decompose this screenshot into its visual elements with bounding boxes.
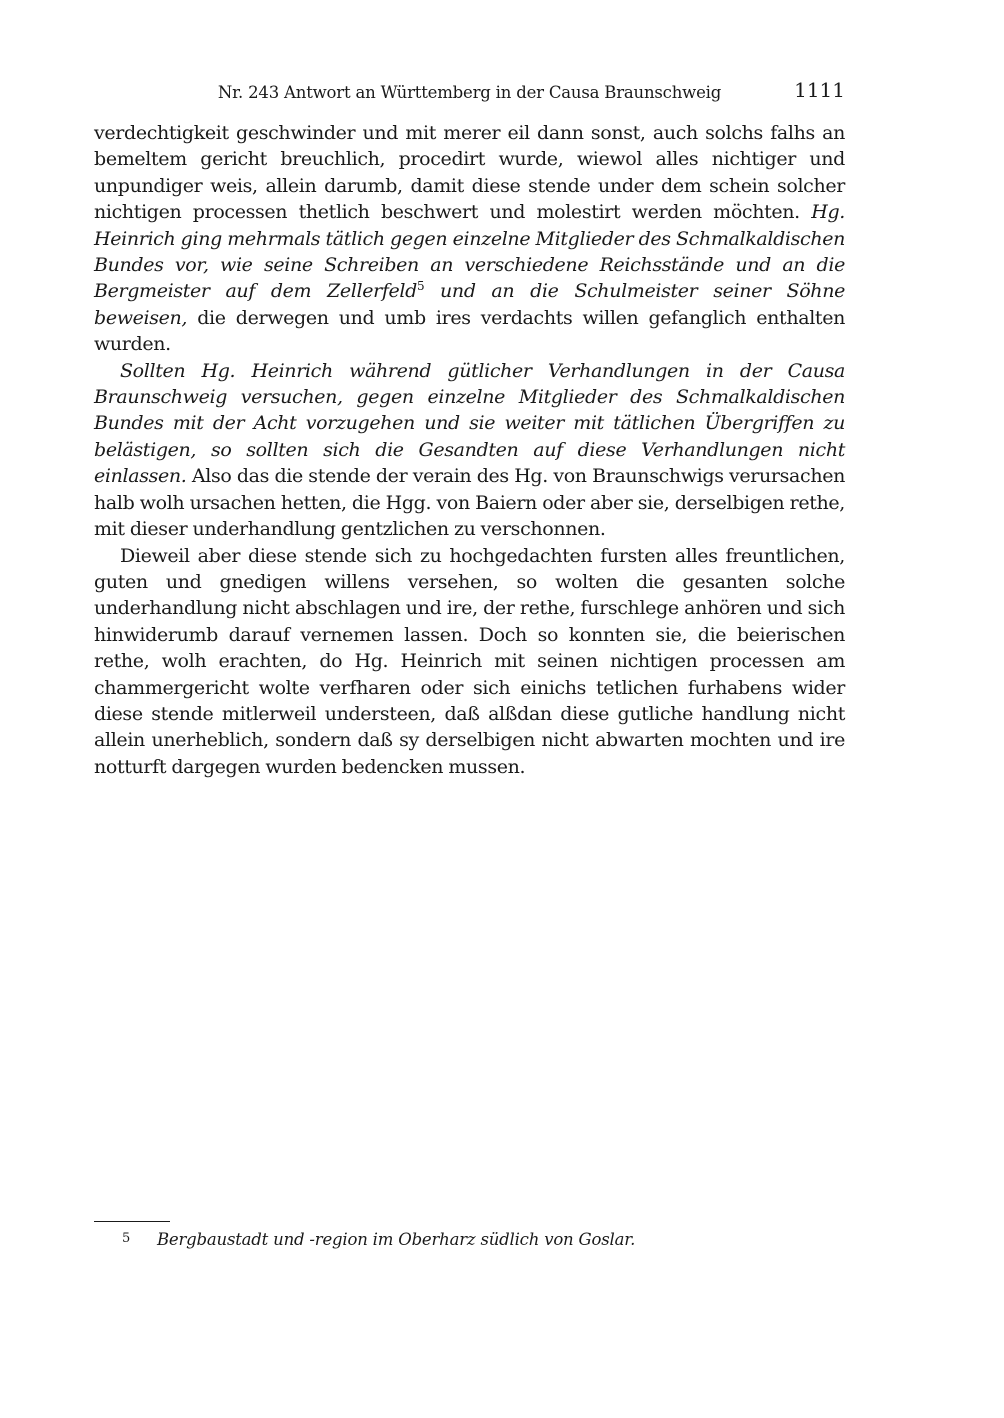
- footnote-number: 5: [122, 1231, 131, 1246]
- footnote-divider: [94, 1221, 170, 1222]
- main-text: [94, 120, 845, 780]
- paragraph-2: [94, 358, 845, 543]
- paragraph-1-editorial-summary-cont: und an die Schulmeister seiner Söhne beweisen,: [94, 280, 845, 329]
- paragraph-1-text-b: die derwegen und umb ires verdachts willen gefanglich enthalten wurden.: [94, 306, 845, 356]
- paragraph-3: Dieweil aber diese stende sich zu hochgedachten fursten alles freuntlichen, guten und gnedigen willens versehen, so wolten die gesanten solche underhandlung nicht abschlagen und ire, der rethe, furschlege anhören und sich hinwiderumb darauf vernemen lassen. Doch so konnten sie, die beierischen rethe, wolh erachten, do Hg. Heinrich mit seinen nichtigen processen am chammergericht wolte verfharen oder sich einichs tetlichen furhabens wider diese stende mitlerweil understeen, daß alßdan diese gutliche handlung nicht allein unerheblich, sondern daß sy derselbigen nicht abwarten mochten und ire notturft dargegen wurden bedencken mussen.: [94, 544, 845, 778]
- running-head: [94, 76, 845, 110]
- running-head-title: Nr. 243 Antwort an Württemberg in der Causa Braunschweig: [217, 83, 722, 102]
- paragraph-1-text-a: verdechtigkeit geschwinder und mit merer eil dann sonst, auch solchs falhs an bemeltem gericht breuchlich, procedirt wurde, wiewol alles nichtiger und unpundiger weis, allein darumb, damit diese stende under dem schein solcher nichtigen processen thetlich beschwert und molestirt werden möchten.: [94, 122, 845, 224]
- paragraph-2-editorial-summary: Sollten Hg. Heinrich während gütlicher Verhandlungen in der Causa Braunschweig versuchen, gegen einzelne Mitglieder des Schmalkaldischen Bundes mit der Acht vorzugehen und sie weiter mit tätlichen Übergriffen zu belästigen, so sollten sich die Gesandten auf diese Verhandlungen nicht einlassen.: [94, 359, 845, 488]
- paragraph-2-text: Also das die stende der verain des Hg. von Braunschwigs verursachen halb wolh ursachen hetten, die Hgg. von Baiern oder aber sie, derselbigen rethe, mit dieser underhandlung gentzlichen zu verschonnen.: [94, 465, 845, 541]
- footnote-reference-5: 5: [416, 279, 425, 294]
- paragraph-1-editorial-summary: Hg. Heinrich ging mehrmals tätlich gegen einzelne Mitglieder des Schmalkaldischen Bundes vor, wie seine Schreiben an verschiedene Reichsstände und an die Bergmeister auf dem Zellerfeld: [94, 201, 845, 303]
- footnote-text: Bergbaustadt und -region im Oberharz südlich von Goslar.: [157, 1230, 636, 1249]
- page-number: 1111: [794, 78, 845, 102]
- paragraph-1: [94, 120, 845, 358]
